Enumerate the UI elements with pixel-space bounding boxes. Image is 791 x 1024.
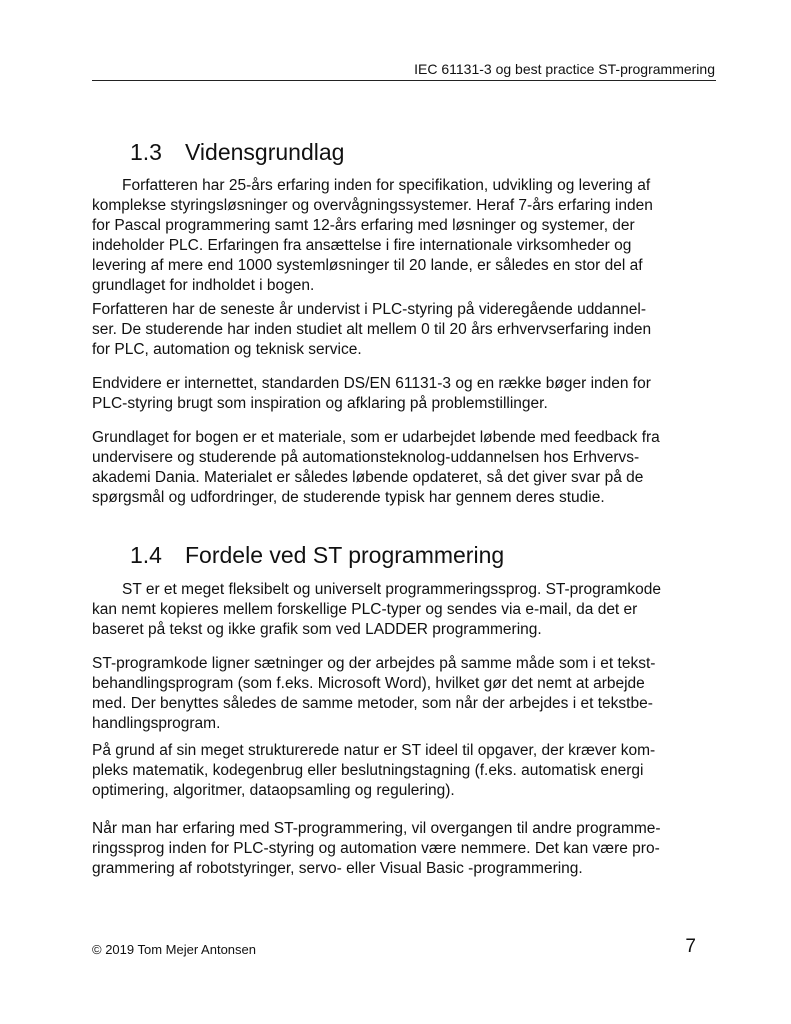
page-number: 7	[685, 936, 696, 957]
paragraph	[92, 654, 706, 734]
paragraph-line: Grundlaget for bogen er et materiale, som er udarbejdet løbende med feedback fra	[92, 429, 660, 446]
paragraph-line: for Pascal programmering samt 12-års erfaring med løsninger og systemer, der	[92, 217, 635, 234]
paragraph-line: Endvidere er internettet, standarden DS/EN 61131-3 og en række bøger inden for	[92, 375, 651, 392]
section-number: 1.4	[130, 542, 162, 568]
section-heading-1-3	[130, 138, 344, 166]
paragraph-line: Forfatteren har 25-års erfaring inden for specifikation, udvikling og levering af	[122, 177, 651, 194]
paragraph-line: grundlaget for indholdet i bogen.	[92, 277, 315, 294]
paragraph-line: undervisere og studerende på automationsteknolog-uddannelsen hos Erhvervs-	[92, 449, 640, 466]
paragraph-line: spørgsmål og udfordringer, de studerende typisk har gennem deres studie.	[92, 489, 605, 506]
section-number: 1.3	[130, 139, 162, 165]
paragraph-line: grammering af robotstyringer, servo- eller Visual Basic -programmering.	[92, 860, 583, 877]
paragraph-line: På grund af sin meget strukturerede natur er ST ideel til opgaver, der kræver kom-	[92, 742, 656, 759]
paragraph-line: PLC-styring brugt som inspiration og afklaring på problemstillinger.	[92, 395, 548, 412]
paragraph-line: ST-programkode ligner sætninger og der arbejdes på samme måde som i et tekst-	[92, 655, 656, 672]
paragraph-line: optimering, algoritmer, dataopsamling og regulering).	[92, 782, 455, 799]
paragraph-line: baseret på tekst og ikke grafik som ved LADDER programmering.	[92, 621, 542, 638]
paragraph	[92, 428, 706, 508]
paragraph-line: ringssprog inden for PLC-styring og automation være nemmere. Det kan være pro-	[92, 840, 660, 857]
footer-copyright: © 2019 Tom Mejer Antonsen	[92, 942, 256, 957]
paragraph-line: komplekse styringsløsninger og overvågningssystemer. Heraf 7-års erfaring inden	[92, 197, 653, 214]
paragraph-line: levering af mere end 1000 systemløsninger til 20 lande, er således en stor del af	[92, 257, 643, 274]
paragraph-line: for PLC, automation og teknisk service.	[92, 341, 362, 358]
paragraph-line: kan nemt kopieres mellem forskellige PLC-typer og sendes via e-mail, da det er	[92, 601, 638, 618]
paragraph	[92, 819, 706, 879]
paragraph-line: akademi Dania. Materialet er således løbende opdateret, så det giver svar på de	[92, 469, 644, 486]
section-title: Fordele ved ST programmering	[185, 542, 505, 568]
paragraph-line: ser. De studerende har inden studiet alt mellem 0 til 20 års erhvervserfaring inden	[92, 321, 652, 338]
section-title: Vidensgrundlag	[185, 139, 345, 165]
header-rule	[92, 80, 716, 81]
paragraph-line: behandlingsprogram (som f.eks. Microsoft Word), hvilket gør det nemt at arbejde	[92, 675, 645, 692]
paragraph-line: Forfatteren har de seneste år undervist i PLC-styring på videregående uddannel-	[92, 301, 647, 318]
paragraph-line: pleks matematik, kodegenbrug eller beslutningstagning (f.eks. automatisk energi	[92, 762, 644, 779]
paragraph	[92, 374, 706, 414]
paragraph	[92, 176, 706, 296]
paragraph-line: Når man har erfaring med ST-programmering, vil overgangen til andre programme-	[92, 820, 661, 837]
running-header: IEC 61131-3 og best practice ST-programmering	[414, 61, 715, 77]
paragraph-line: handlingsprogram.	[92, 715, 221, 732]
section-heading-1-4	[130, 541, 504, 569]
paragraph	[92, 300, 706, 360]
paragraph-line: med. Der benyttes således de samme metoder, som når der arbejdes i et tekstbe-	[92, 695, 653, 712]
paragraph	[92, 580, 706, 640]
paragraph-line: ST er et meget fleksibelt og universelt programmeringssprog. ST-programkode	[122, 581, 662, 598]
paragraph-line: indeholder PLC. Erfaringen fra ansættelse i fire internationale virksomheder og	[92, 237, 632, 254]
paragraph	[92, 741, 706, 801]
